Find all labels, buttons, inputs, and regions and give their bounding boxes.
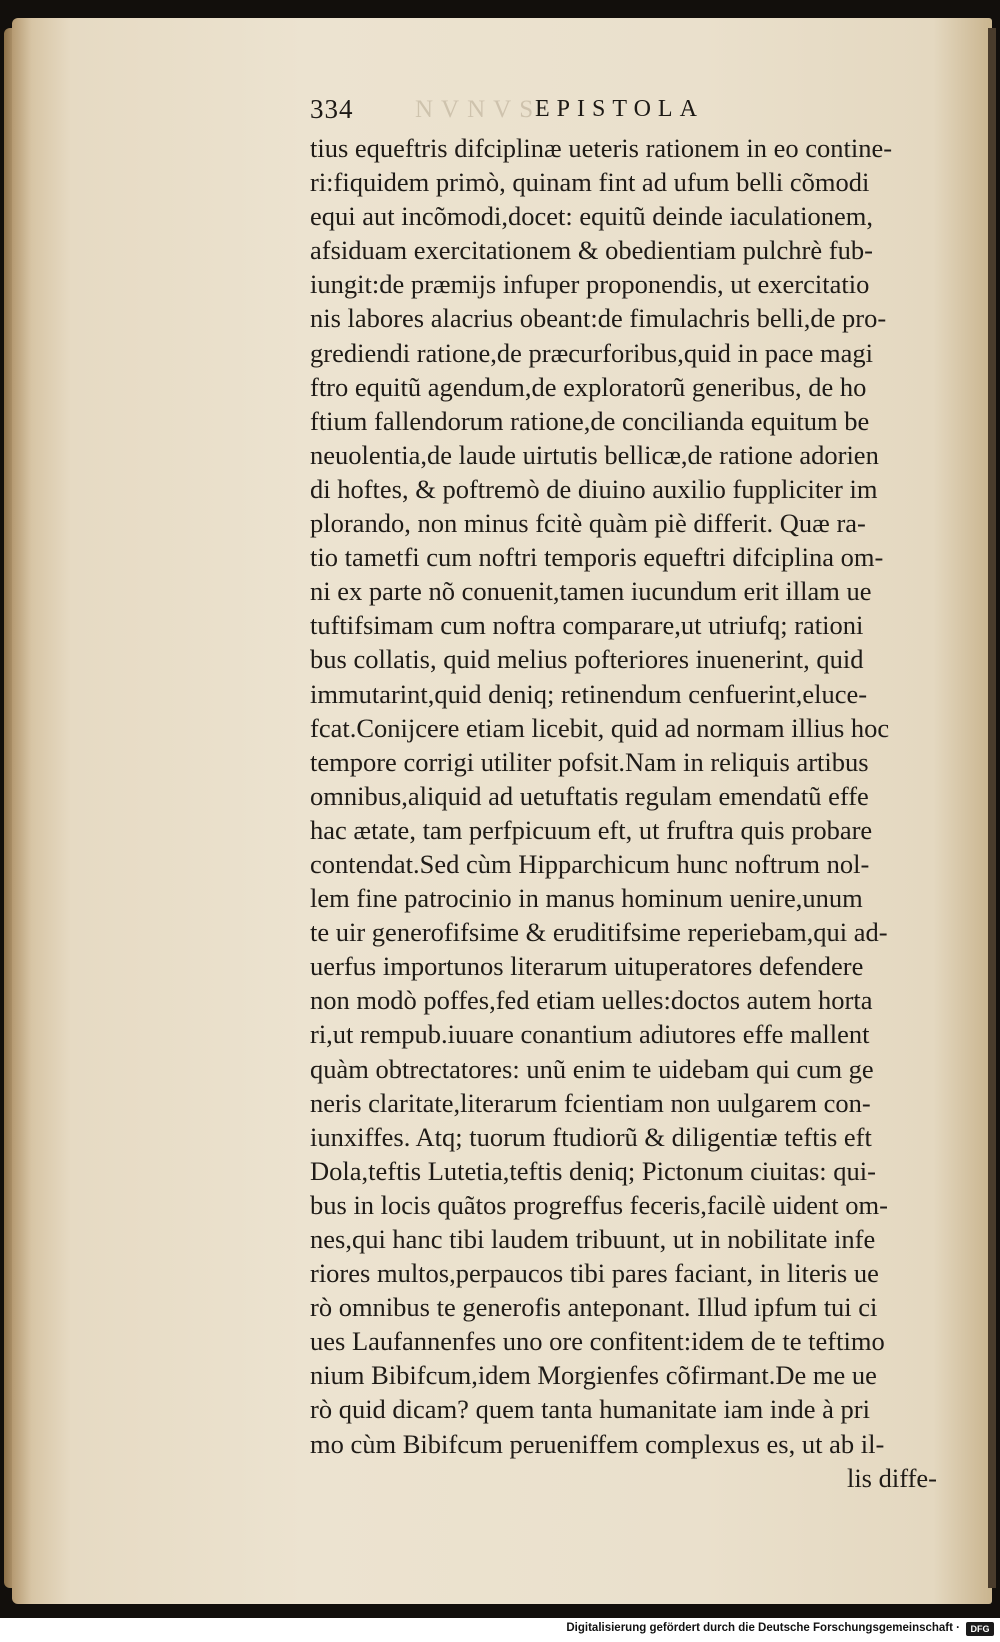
text-line: tio tametfi cum noftri temporis equeftri difciplina om- [310, 542, 884, 573]
text-line: contendat.Sed cùm Hipparchicum hunc noftrum nol- [310, 848, 870, 879]
text-line: fcat.Conijcere etiam licebit, quid ad normam illius hoc [310, 712, 890, 743]
text-line: tius equeftris difciplinæ ueteris rationem in eo contine- [310, 133, 893, 163]
running-title: EPISTOLA [535, 96, 704, 122]
text-line: uerfus importunos literarum uituperatores defendere [310, 951, 864, 982]
show-through-text: NVNVS [415, 96, 542, 123]
text-line: riores multos,perpaucos tibi pares faciant, in literis ue [310, 1258, 879, 1289]
text-line: afsiduam exercitationem & obedientiam pulchrè fub- [310, 235, 873, 266]
text-line: ni ex parte nõ conuenit,tamen iucundum erit illam ue [310, 576, 872, 607]
text-line: iungit:de præmijs infuper proponendis, ut exercitatio [310, 269, 870, 300]
funding-credit: Digitalisierung gefördert durch die Deutsche Forschungsgemeinschaft · [566, 1622, 960, 1634]
text-line: rò quid dicam? quem tanta humanitate iam inde à pri [310, 1394, 870, 1425]
text-line: te uir generofifsime & eruditifsime reperiebam,qui ad- [310, 917, 888, 948]
text-line: nis labores alacrius obeant:de fimulachris belli,de pro- [310, 303, 887, 334]
text-line: neris claritate,literarum fcientiam non uulgarem con- [310, 1087, 871, 1118]
text-line: bus collatis, quid melius pofteriores inuenerint, quid [310, 644, 864, 675]
text-line: neuolentia,de laude uirtutis bellicæ,de ratione adorien [310, 439, 879, 470]
text-line: omnibus,aliquid ad uetuftatis regulam emendatũ effe [310, 780, 869, 811]
text-line: ues Laufannenfes uno ore confitent:idem de te teftimo [310, 1326, 885, 1357]
dfg-logo: DFG [966, 1622, 994, 1636]
text-line: lem fine patrocinio in manus hominum uenire,unum [310, 883, 863, 914]
text-line: nium Bibifcum,idem Morgienfes cõfirmant.De me ue [310, 1360, 877, 1391]
text-line: non modò poffes,fed etiam uelles:doctos autem horta [310, 985, 873, 1016]
text-line: plorando, non minus fcitè quàm piè differit. Quæ ra- [310, 508, 866, 539]
text-line: nes,qui hanc tibi laudem tribuunt, ut in nobilitate infe [310, 1224, 876, 1254]
text-line: bus in locis quãtos progreffus feceris,facilè uident om- [310, 1189, 888, 1220]
body-text [310, 131, 955, 1495]
text-line: grediendi ratione,de præcurforibus,quid in pace magi [310, 337, 873, 368]
text-line: tempore corrigi utiliter pofsit.Nam in reliquis artibus [310, 746, 869, 777]
text-line: mo cùm Bibifcum perueniffem complexus es, ut ab il- [310, 1428, 885, 1459]
text-line: ftro equitũ agendum,de exploratorũ generibus, de ho [310, 371, 867, 402]
footer-bar [0, 1618, 1000, 1642]
page-number: 334 [310, 94, 354, 124]
text-line: quàm obtrectatores: unũ enim te uidebam qui cum ge [310, 1053, 874, 1084]
text-line: ri:fiquidem primò, quinam fint ad ufum belli cõmodi [310, 167, 870, 198]
text-line: tuftifsimam cum noftra comparare,ut utriufq; rationi [310, 610, 864, 641]
text-line: equi aut incõmodi,docet: equitũ deinde iaculationem, [310, 201, 873, 232]
catchword: lis diffe- [846, 1462, 937, 1493]
text-line: di hoftes, & poftremò de diuino auxilio fuppliciter im [310, 473, 878, 504]
page-header [310, 94, 950, 130]
text-line: hac ætate, tam perfpicuum eft, ut fruftra quis probare [310, 814, 873, 845]
text-line: immutarint,quid deniq; retinendum cenfuerint,eluce- [310, 678, 868, 709]
text-line: iunxiffes. Atq; tuorum ftudiorũ & diligentiæ teftis eft [310, 1121, 872, 1152]
text-line: ri,ut rempub.iuuare conantium adiutores effe mallent [310, 1019, 870, 1050]
gutter-shadow [988, 28, 996, 1588]
text-line: rò omnibus te generofis anteponant. Illud ipfum tui ci [310, 1292, 878, 1323]
text-line: Dola,teftis Lutetia,teftis deniq; Pictonum ciuitas: qui- [310, 1155, 876, 1186]
text-line: ftium fallendorum ratione,de concilianda equitum be [310, 405, 870, 436]
